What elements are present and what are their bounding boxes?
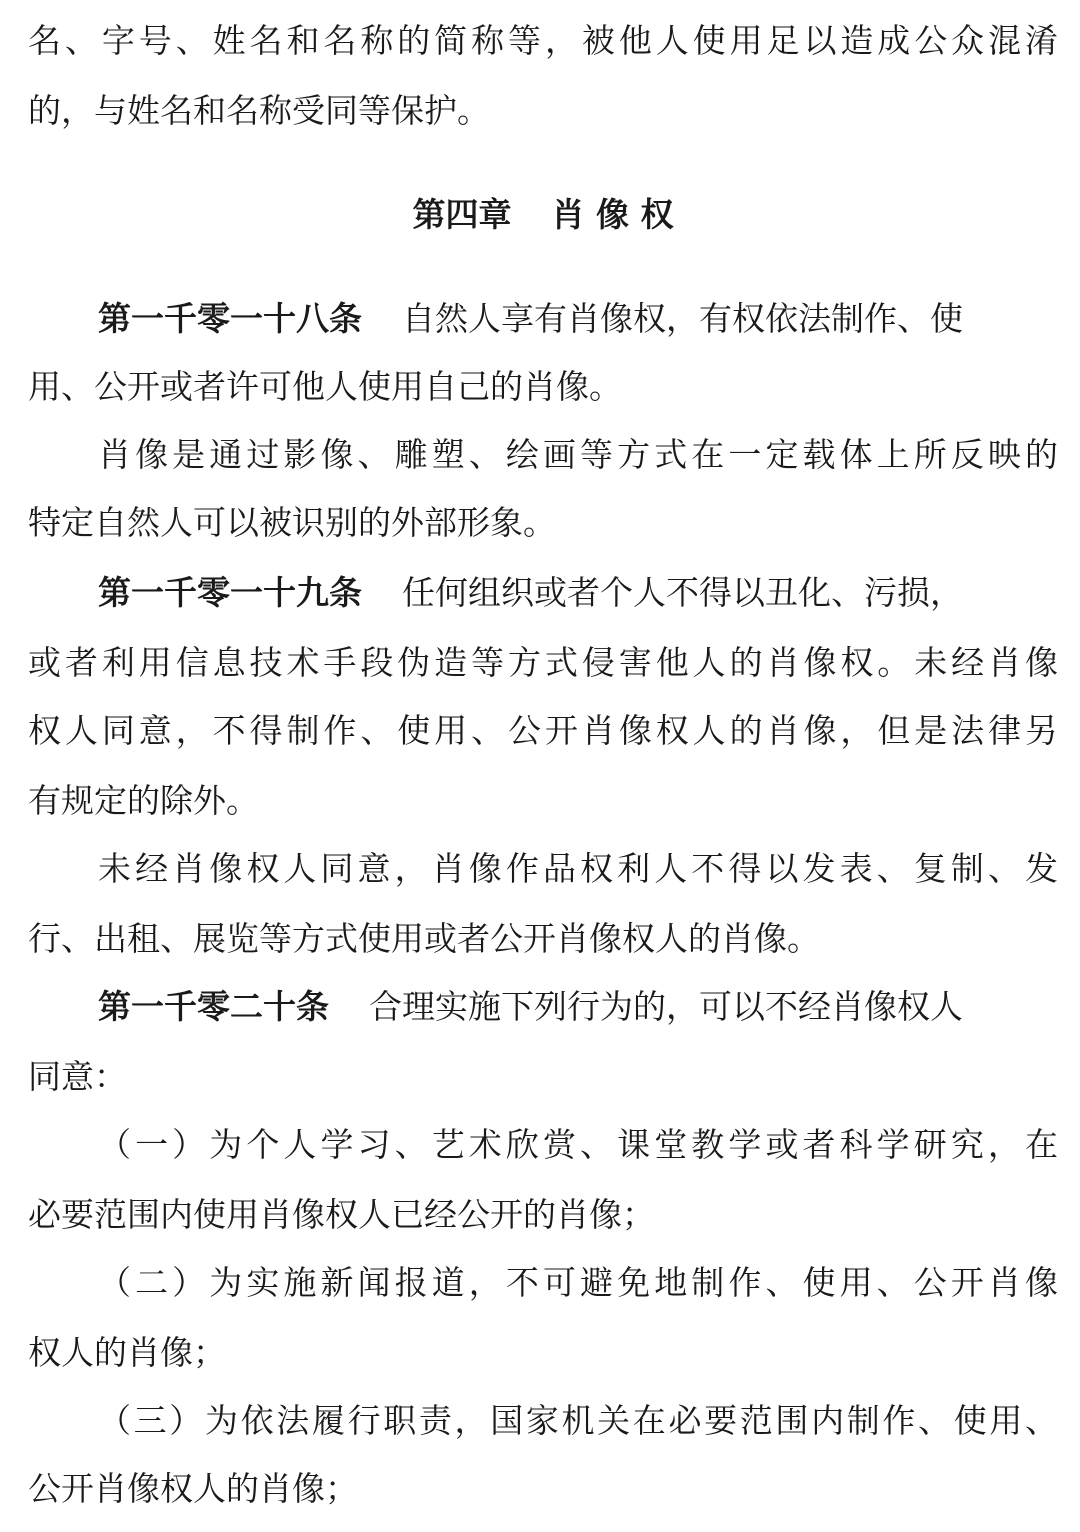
text-line: 的，与姓名和名称受同等保护。 [28, 91, 490, 130]
text-line: （三）为依法履行职责，国家机关在必要范围内制作、使用、 [98, 1401, 1058, 1440]
text-line: 行、出租、展览等方式使用或者公开肖像权人的肖像。 [28, 919, 820, 958]
text-line: 特定自然人可以被识别的外部形象。 [28, 503, 556, 542]
text-line: 必要范围内使用肖像权人已经公开的肖像； [28, 1195, 655, 1234]
text-line: 用、公开或者许可他人使用自己的肖像。 [28, 367, 622, 406]
chapter-title: 肖 像 权 [551, 195, 674, 234]
text-line: （二）为实施新闻报道，不可避免地制作、使用、公开肖像 [98, 1263, 1058, 1302]
text-line: 或者利用信息技术手段伪造等方式侵害他人的肖像权。未经肖像 [28, 643, 1058, 682]
text-line: 有规定的除外。 [28, 781, 259, 820]
text-line: 未经肖像权人同意，肖像作品权利人不得以发表、复制、发 [98, 849, 1058, 888]
text-line: 名、字号、姓名和名称的简称等，被他人使用足以造成公众混淆 [28, 21, 1058, 60]
article-text: 自然人享有肖像权，有权依法制作、使 [402, 299, 963, 338]
text-line: 公开肖像权人的肖像； [28, 1469, 358, 1508]
text-line: 权人的肖像； [28, 1333, 226, 1372]
article-text: 合理实施下列行为的，可以不经肖像权人 [369, 987, 963, 1026]
text-line: （一）为个人学习、艺术欣赏、课堂教学或者科学研究，在 [98, 1125, 1058, 1164]
article-heading: 第一千零一十九条 [98, 573, 362, 612]
text-line: 权人同意，不得制作、使用、公开肖像权人的肖像，但是法律另 [28, 711, 1058, 750]
article-1018-first-line [28, 296, 1058, 342]
article-1020-first-line [28, 984, 1058, 1030]
chapter-number: 第四章 [412, 195, 512, 234]
text-line: 肖像是通过影像、雕塑、绘画等方式在一定载体上所反映的 [98, 435, 1058, 474]
article-1019-first-line [28, 570, 1058, 616]
text-line: 同意： [28, 1057, 127, 1096]
article-heading: 第一千零一十八条 [98, 299, 362, 338]
article-text: 任何组织或者个人不得以丑化、污损， [402, 573, 963, 612]
article-heading: 第一千零二十条 [98, 987, 329, 1026]
chapter-heading [28, 192, 1058, 238]
